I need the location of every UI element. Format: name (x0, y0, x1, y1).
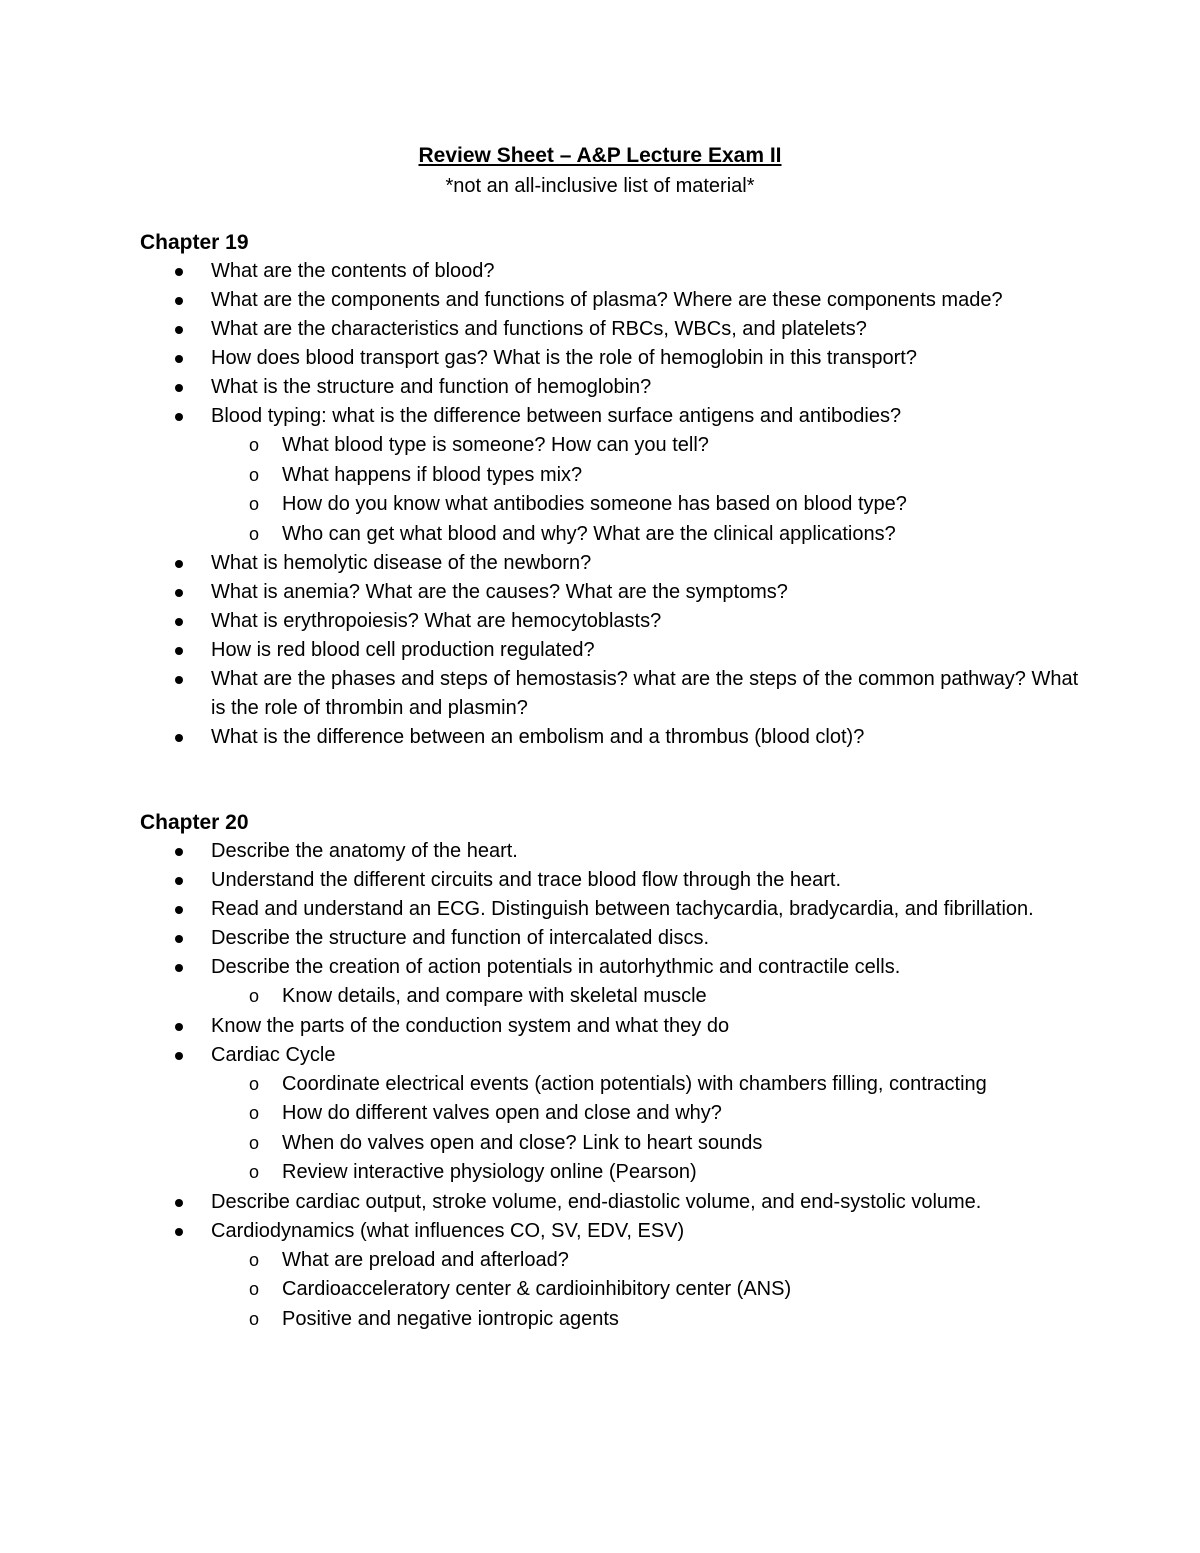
sub-list-item-text: Positive and negative iontropic agents (282, 1307, 619, 1330)
chapter-19-section (140, 228, 1080, 752)
sub-list-item-text: How do you know what antibodies someone has based on blood type? (282, 493, 907, 515)
sub-list-item (211, 520, 1080, 550)
bullet-icon (175, 964, 183, 972)
bullet-icon (175, 589, 183, 597)
list-item-text: Describe the anatomy of the heart. (211, 840, 518, 862)
list-item-text: What is anemia? What are the causes? What are the symptoms? (211, 581, 788, 603)
list-item (140, 665, 1080, 723)
list-item-text: What are the characteristics and functions of RBCs, WBCs, and platelets? (211, 318, 867, 340)
list-item (140, 578, 1080, 607)
list-item-text: What are the phases and steps of hemostasis? what are the steps of the common pathway? What is the role of thrombin and plasmin? (211, 668, 1079, 719)
list-item (140, 953, 1080, 1012)
sub-list-item-text: What blood type is someone? How can you tell? (282, 434, 709, 456)
list-item (140, 636, 1080, 665)
hollow-bullet-icon: o (249, 435, 260, 455)
list-item-text: Cardiac Cycle (211, 1043, 336, 1066)
bullet-icon (175, 618, 183, 626)
chapter-19-heading: Chapter 19 (140, 231, 249, 254)
list-item (140, 344, 1080, 373)
sub-list-item-text: When do valves open and close? Link to heart sounds (282, 1131, 763, 1154)
bullet-icon (175, 1023, 183, 1031)
bullet-icon (175, 413, 183, 421)
bullet-icon (175, 355, 183, 363)
list-item (140, 1217, 1080, 1335)
hollow-bullet-icon: o (249, 1249, 260, 1270)
bullet-icon (175, 877, 183, 885)
list-item-text: What is erythropoiesis? What are hemocytoblasts? (211, 610, 662, 632)
list-item-text: What is hemolytic disease of the newborn? (211, 552, 592, 574)
bullet-icon (175, 734, 183, 742)
list-item (140, 837, 1080, 866)
chapter-20-list (140, 837, 1080, 1334)
bullet-icon (175, 848, 183, 856)
sub-list-item (211, 1275, 1080, 1305)
sub-list-item (211, 1246, 1080, 1276)
chapter-20-section (140, 808, 1080, 1334)
sub-list (211, 1246, 1080, 1335)
hollow-bullet-icon: o (249, 1132, 260, 1153)
chapter-19-list (140, 257, 1080, 752)
sub-list-item-text: Cardioacceleratory center & cardioinhibitory center (ANS) (282, 1278, 792, 1300)
bullet-icon (175, 384, 183, 392)
sub-list-item-text: What happens if blood types mix? (282, 463, 583, 486)
hollow-bullet-icon: o (249, 1279, 260, 1299)
sub-list (211, 1070, 1080, 1188)
list-item-text: Know the parts of the conduction system and what they do (211, 1014, 730, 1037)
list-item-text: What are the contents of blood? (211, 260, 495, 282)
sub-list-item-text: Who can get what blood and why? What are the clinical applications? (282, 522, 896, 545)
list-item (140, 607, 1080, 636)
list-item-text: Blood typing: what is the difference between surface antigens and antibodies? (211, 405, 902, 427)
list-item-text: Describe the creation of action potentials in autorhythmic and contractile cells. (211, 956, 901, 978)
list-item-text: Describe cardiac output, stroke volume, end-diastolic volume, and end-systolic volume. (211, 1190, 982, 1213)
list-item (140, 866, 1080, 895)
sub-list-item (211, 490, 1080, 520)
list-item (140, 924, 1080, 953)
sub-list-item (211, 431, 1080, 461)
list-item (140, 315, 1080, 344)
hollow-bullet-icon: o (249, 494, 260, 514)
bullet-icon (175, 1199, 183, 1207)
hollow-bullet-icon: o (249, 1073, 260, 1094)
sub-list-item (211, 461, 1080, 491)
sub-list-item-text: Coordinate electrical events (action potentials) with chambers filling, contracting (282, 1072, 987, 1095)
bullet-icon (175, 906, 183, 914)
sub-list-item (211, 1099, 1080, 1129)
bullet-icon (175, 560, 183, 568)
hollow-bullet-icon: o (249, 523, 260, 544)
list-item-text: Read and understand an ECG. Distinguish between tachycardia, bradycardia, and fibrillation. (211, 898, 1034, 920)
bullet-icon (175, 935, 183, 943)
list-item (140, 286, 1080, 315)
sub-list-item (211, 1070, 1080, 1100)
list-item-text: Understand the different circuits and trace blood flow through the heart. (211, 869, 842, 891)
list-item-text: How is red blood cell production regulated? (211, 639, 595, 661)
sub-list-item-text: What are preload and afterload? (282, 1248, 569, 1271)
bullet-icon (175, 1228, 183, 1236)
document-subtitle: *not an all-inclusive list of material* (445, 175, 755, 197)
bullet-icon (175, 647, 183, 655)
list-item-text: How does blood transport gas? What is the role of hemoglobin in this transport? (211, 347, 917, 369)
list-item (140, 1188, 1080, 1217)
list-item-text: What is the difference between an embolism and a thrombus (blood clot)? (211, 726, 865, 748)
bullet-icon (175, 268, 183, 276)
sub-list-item (211, 982, 1080, 1012)
bullet-icon (175, 676, 183, 684)
hollow-bullet-icon: o (249, 1103, 260, 1123)
list-item-text: Cardiodynamics (what influences CO, SV, EDV, ESV) (211, 1219, 685, 1242)
list-item (140, 1041, 1080, 1188)
bullet-icon (175, 1052, 183, 1060)
list-item (140, 402, 1080, 549)
sub-list-item (211, 1158, 1080, 1188)
list-item (140, 895, 1080, 924)
list-item (140, 373, 1080, 402)
chapter-20-heading: Chapter 20 (140, 811, 249, 834)
document-title: Review Sheet – A&P Lecture Exam II (418, 144, 782, 167)
list-item-text: Describe the structure and function of intercalated discs. (211, 927, 710, 949)
sub-list-item (211, 1305, 1080, 1335)
bullet-icon (175, 326, 183, 334)
list-item (140, 723, 1080, 752)
hollow-bullet-icon: o (249, 464, 260, 485)
bullet-icon (175, 297, 183, 305)
hollow-bullet-icon: o (249, 1308, 260, 1329)
hollow-bullet-icon: o (249, 986, 260, 1006)
list-item (140, 257, 1080, 286)
list-item (140, 549, 1080, 578)
sub-list (211, 982, 1080, 1012)
list-item-text: What are the components and functions of plasma? Where are these components made? (211, 289, 1003, 311)
list-item-text: What is the structure and function of hemoglobin? (211, 376, 652, 398)
sub-list-item-text: Review interactive physiology online (Pearson) (282, 1161, 697, 1183)
hollow-bullet-icon: o (249, 1162, 260, 1182)
list-item (140, 1012, 1080, 1041)
sub-list-item-text: How do different valves open and close and why? (282, 1102, 722, 1124)
sub-list-item-text: Know details, and compare with skeletal muscle (282, 985, 707, 1007)
sub-list (211, 431, 1080, 549)
sub-list-item (211, 1129, 1080, 1159)
